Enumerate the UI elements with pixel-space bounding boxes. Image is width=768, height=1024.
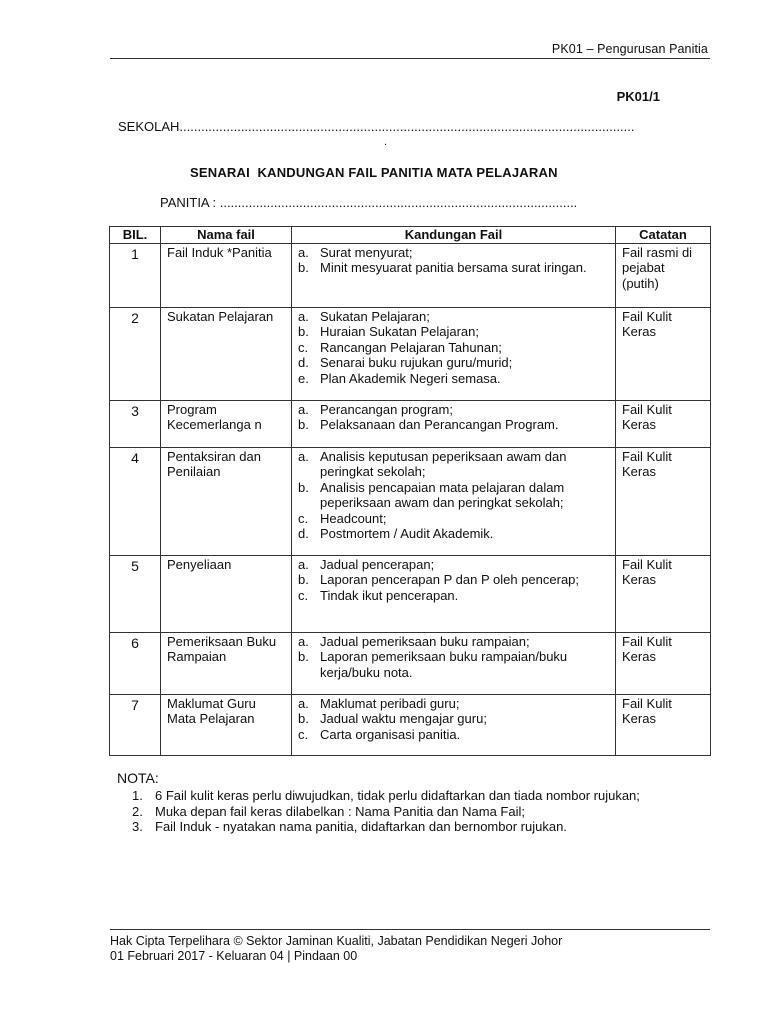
item-marker: d. bbox=[298, 355, 309, 370]
kandungan-item bbox=[298, 711, 609, 727]
footer-copyright: Hak Cipta Terpelihara © Sektor Jaminan Kualiti, Jabatan Pendidikan Negeri Johor bbox=[110, 934, 563, 948]
item-text: Jadual pemeriksaan buku rampaian; bbox=[320, 633, 530, 649]
nota-text: Muka depan fail keras dilabelkan : Nama Panitia dan Nama Fail; bbox=[155, 803, 525, 819]
item-marker: b. bbox=[298, 324, 309, 339]
header-kandungan-fail: Kandungan Fail bbox=[292, 227, 616, 244]
cell-bil: 4 bbox=[110, 447, 161, 555]
item-marker: a. bbox=[298, 556, 309, 572]
item-marker: b. bbox=[298, 572, 309, 587]
kandungan-item bbox=[298, 572, 609, 588]
kandungan-list bbox=[298, 696, 609, 743]
item-marker: a. bbox=[298, 308, 309, 324]
kandungan-item bbox=[298, 696, 609, 712]
table-row bbox=[110, 307, 711, 400]
nota-marker: 1. bbox=[132, 788, 143, 803]
kandungan-item bbox=[298, 402, 609, 418]
cell-kandungan-fail bbox=[292, 243, 616, 307]
kandungan-list bbox=[298, 309, 609, 387]
item-marker: a. bbox=[298, 448, 309, 464]
item-text: Rancangan Pelajaran Tahunan; bbox=[320, 339, 502, 355]
kandungan-item bbox=[298, 355, 609, 371]
item-text: Surat menyurat; bbox=[320, 244, 413, 260]
item-text: Laporan pemeriksaan buku rampaian/buku kerja/buku nota. bbox=[320, 649, 568, 680]
item-marker: b. bbox=[298, 479, 309, 495]
item-text: Plan Akademik Negeri semasa. bbox=[320, 370, 501, 386]
running-header: PK01 – Pengurusan Panitia bbox=[551, 42, 708, 56]
header-catatan: Catatan bbox=[616, 227, 711, 244]
kandungan-item bbox=[298, 340, 609, 356]
cell-bil: 1 bbox=[110, 243, 161, 307]
kandungan-list bbox=[298, 449, 609, 542]
item-text: Postmortem / Audit Akademik. bbox=[320, 526, 494, 541]
file-contents-table bbox=[109, 226, 711, 756]
nota-item bbox=[118, 788, 658, 804]
cell-kandungan-fail bbox=[292, 632, 616, 694]
cell-bil: 2 bbox=[110, 307, 161, 400]
footer-divider bbox=[110, 929, 710, 930]
item-marker: b. bbox=[298, 260, 309, 275]
item-text: Senarai buku rujukan guru/murid; bbox=[320, 355, 513, 370]
nota-item bbox=[118, 819, 658, 835]
item-text: Perancangan program; bbox=[320, 401, 453, 417]
cell-catatan: Fail Kulit Keras bbox=[616, 632, 711, 694]
header-divider bbox=[110, 58, 710, 59]
kandungan-item bbox=[298, 324, 609, 340]
kandungan-item bbox=[298, 649, 609, 680]
kandungan-list bbox=[298, 557, 609, 604]
table-row bbox=[110, 243, 711, 307]
item-text: Sukatan Pelajaran; bbox=[320, 308, 430, 324]
kandungan-item bbox=[298, 480, 609, 511]
cell-kandungan-fail bbox=[292, 694, 616, 755]
item-marker: b. bbox=[298, 649, 309, 664]
item-marker: a. bbox=[298, 401, 309, 417]
cell-nama-fail: Program Kecemerlanga n bbox=[161, 400, 292, 447]
kandungan-item bbox=[298, 727, 609, 743]
kandungan-item bbox=[298, 371, 609, 387]
table-header-row bbox=[110, 227, 711, 244]
table-row bbox=[110, 447, 711, 555]
item-marker: a. bbox=[298, 633, 309, 649]
panitia-field: PANITIA : ................................................................................................... bbox=[160, 195, 578, 210]
item-marker: c. bbox=[298, 587, 309, 603]
cell-bil: 3 bbox=[110, 400, 161, 447]
nota-text: 6 Fail kulit keras perlu diwujudkan, tidak perlu didaftarkan dan tiada nombor rujukan; bbox=[155, 788, 640, 803]
cell-catatan: Fail Kulit Keras bbox=[616, 447, 711, 555]
item-marker: c. bbox=[298, 726, 309, 742]
cell-catatan: Fail Kulit Keras bbox=[616, 555, 711, 632]
kandungan-item bbox=[298, 260, 609, 276]
item-marker: c. bbox=[298, 510, 309, 526]
table-row bbox=[110, 694, 711, 755]
nota-list bbox=[118, 788, 658, 835]
item-text: Minit mesyuarat panitia bersama surat iringan. bbox=[320, 260, 587, 275]
table-row bbox=[110, 400, 711, 447]
cell-nama-fail: Pentaksiran dan Penilaian bbox=[161, 447, 292, 555]
item-marker: a. bbox=[298, 244, 309, 260]
item-marker: c. bbox=[298, 339, 309, 355]
cell-nama-fail: Maklumat Guru Mata Pelajaran bbox=[161, 694, 292, 755]
nota-text: Fail Induk - nyatakan nama panitia, didaftarkan dan bernombor rujukan. bbox=[155, 819, 567, 834]
item-marker: b. bbox=[298, 711, 309, 726]
nota-marker: 3. bbox=[132, 819, 143, 834]
kandungan-item bbox=[298, 449, 609, 480]
item-text: Analisis pencapaian mata pelajaran dalam peperiksaan awam dan peringkat sekolah; bbox=[320, 479, 565, 510]
item-text: Huraian Sukatan Pelajaran; bbox=[320, 324, 479, 339]
kandungan-item bbox=[298, 557, 609, 573]
item-marker: d. bbox=[298, 526, 309, 541]
kandungan-item bbox=[298, 511, 609, 527]
item-text: Analisis keputusan peperiksaan awam dan peringkat sekolah; bbox=[320, 448, 567, 479]
table-row bbox=[110, 632, 711, 694]
item-text: Maklumat peribadi guru; bbox=[320, 695, 460, 711]
item-text: Jadual pencerapan; bbox=[320, 556, 435, 572]
nota-heading: NOTA: bbox=[117, 770, 159, 786]
cell-bil: 7 bbox=[110, 694, 161, 755]
cell-catatan: Fail Kulit Keras bbox=[616, 694, 711, 755]
kandungan-item bbox=[298, 634, 609, 650]
item-text: Carta organisasi panitia. bbox=[320, 726, 461, 742]
header-nama-fail: Nama fail bbox=[161, 227, 292, 244]
school-field: SEKOLAH.............................................................................................................................. bbox=[118, 119, 635, 134]
cell-nama-fail: Pemeriksaan Buku Rampaian bbox=[161, 632, 292, 694]
page-title: SENARAI KANDUNGAN FAIL PANITIA MATA PELAJARAN bbox=[190, 165, 558, 180]
cell-catatan: Fail Kulit Keras bbox=[616, 307, 711, 400]
cell-kandungan-fail bbox=[292, 400, 616, 447]
kandungan-item bbox=[298, 588, 609, 604]
kandungan-list bbox=[298, 634, 609, 681]
item-text: Tindak ikut pencerapan. bbox=[320, 587, 459, 603]
cell-kandungan-fail bbox=[292, 447, 616, 555]
kandungan-item bbox=[298, 245, 609, 261]
school-field-dot: . bbox=[384, 136, 388, 148]
item-marker: e. bbox=[298, 370, 309, 386]
cell-nama-fail: Fail Induk *Panitia bbox=[161, 243, 292, 307]
nota-item bbox=[118, 804, 658, 820]
item-marker: b. bbox=[298, 417, 309, 432]
cell-nama-fail: Penyeliaan bbox=[161, 555, 292, 632]
cell-nama-fail: Sukatan Pelajaran bbox=[161, 307, 292, 400]
item-text: Headcount; bbox=[320, 510, 387, 526]
item-text: Laporan pencerapan P dan P oleh pencerap; bbox=[320, 572, 580, 587]
item-marker: a. bbox=[298, 695, 309, 711]
cell-bil: 6 bbox=[110, 632, 161, 694]
kandungan-list bbox=[298, 245, 609, 276]
footer-version: 01 Februari 2017 - Keluaran 04 | Pindaan 00 bbox=[110, 949, 358, 963]
item-text: Jadual waktu mengajar guru; bbox=[320, 711, 487, 726]
kandungan-item bbox=[298, 417, 609, 433]
header-bil: BIL. bbox=[110, 227, 161, 244]
kandungan-item bbox=[298, 526, 609, 542]
nota-marker: 2. bbox=[132, 803, 143, 819]
document-code: PK01/1 bbox=[616, 89, 660, 104]
cell-catatan: Fail Kulit Keras bbox=[616, 400, 711, 447]
cell-kandungan-fail bbox=[292, 307, 616, 400]
item-text: Pelaksanaan dan Perancangan Program. bbox=[320, 417, 559, 432]
kandungan-list bbox=[298, 402, 609, 433]
cell-kandungan-fail bbox=[292, 555, 616, 632]
cell-bil: 5 bbox=[110, 555, 161, 632]
table-row bbox=[110, 555, 711, 632]
kandungan-item bbox=[298, 309, 609, 325]
cell-catatan: Fail rasmi di pejabat (putih) bbox=[616, 243, 711, 307]
